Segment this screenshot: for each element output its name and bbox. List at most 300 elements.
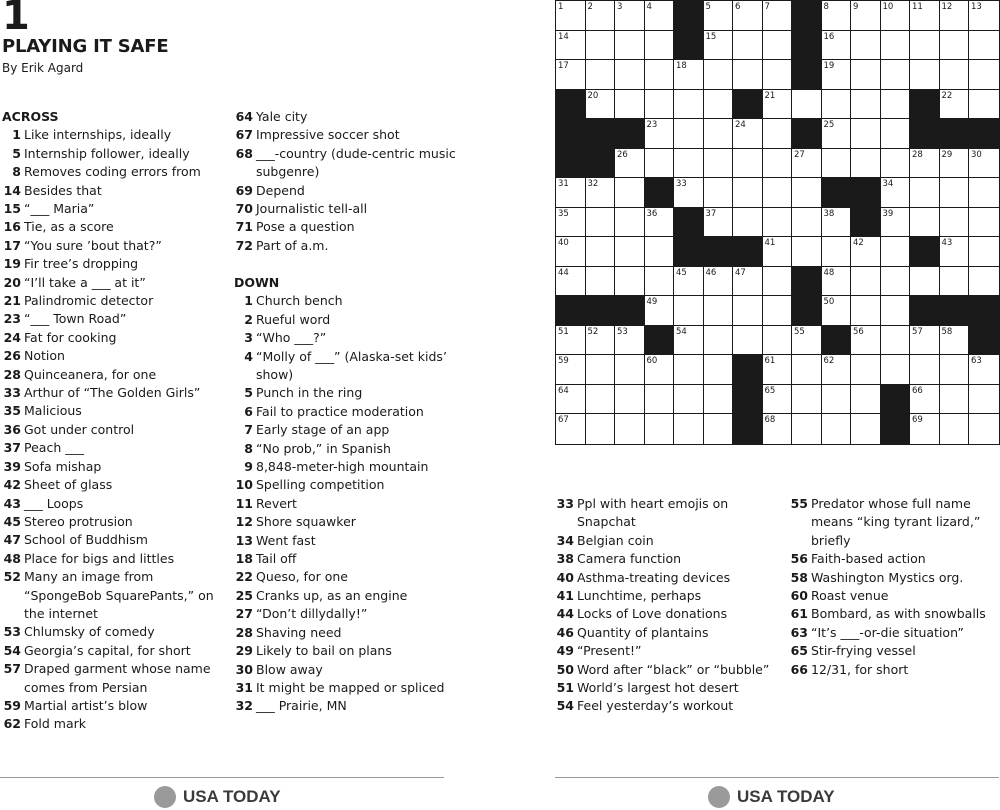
cell-number: 14 (558, 31, 569, 42)
across-clue[interactable] (2, 660, 224, 697)
grid-cell[interactable] (704, 326, 734, 356)
down-clue[interactable] (555, 697, 780, 715)
grid-cell[interactable] (881, 267, 911, 297)
grid-cell[interactable] (615, 178, 645, 208)
grid-cell[interactable] (645, 1, 675, 31)
grid-cell[interactable] (733, 208, 763, 238)
grid-cell[interactable] (940, 1, 970, 31)
clue-text: Tail off (256, 551, 297, 567)
down-clue[interactable] (234, 697, 459, 715)
grid-cell[interactable] (822, 414, 852, 444)
grid-cell[interactable] (645, 149, 675, 179)
grid-cell[interactable] (674, 90, 704, 120)
cell-number: 22 (941, 90, 953, 101)
grid-cell[interactable] (556, 414, 586, 444)
grid-cell[interactable] (674, 149, 704, 179)
cell-number: 26 (617, 149, 628, 160)
grid-cell[interactable] (910, 326, 940, 356)
grid-cell[interactable] (822, 90, 852, 120)
across-clue[interactable] (2, 642, 224, 660)
grid-cell[interactable] (940, 90, 970, 120)
grid-cell[interactable] (615, 90, 645, 120)
across-clue[interactable] (2, 145, 224, 163)
clue-text: Part of a.m. (256, 237, 329, 253)
grid-cell[interactable] (940, 60, 970, 90)
grid-cell[interactable] (969, 31, 999, 61)
grid-cell[interactable] (763, 31, 793, 61)
grid-cell[interactable] (763, 296, 793, 326)
grid-cell[interactable] (763, 178, 793, 208)
grid-cell[interactable] (645, 119, 675, 149)
grid-cell[interactable] (763, 149, 793, 179)
grid-cell[interactable] (556, 237, 586, 267)
clue-number: 22 (235, 569, 253, 585)
grid-cell[interactable] (733, 1, 763, 31)
grid-cell[interactable] (615, 1, 645, 31)
grid-cell[interactable] (851, 119, 881, 149)
grid-cell[interactable] (881, 208, 911, 238)
clue-number: 45 (3, 513, 21, 529)
grid-cell[interactable] (851, 31, 881, 61)
down-clue[interactable] (234, 292, 459, 310)
grid-cell[interactable] (674, 178, 704, 208)
grid-cell[interactable] (881, 119, 911, 149)
grid-cell[interactable] (763, 90, 793, 120)
grid-cell[interactable] (822, 119, 852, 149)
grid-cell[interactable] (910, 208, 940, 238)
down-clue[interactable] (234, 642, 459, 660)
clue-number: 6 (244, 403, 253, 419)
grid-cell[interactable] (704, 90, 734, 120)
grid-cell[interactable] (822, 267, 852, 297)
cell-number: 41 (764, 238, 776, 248)
down-clue[interactable] (555, 661, 780, 679)
down-clue[interactable] (555, 532, 780, 550)
grid-cell[interactable] (586, 60, 616, 90)
grid-cell[interactable] (586, 208, 616, 238)
down-clue[interactable] (555, 587, 780, 605)
grid-cell[interactable] (674, 355, 704, 385)
down-clue[interactable] (555, 605, 780, 623)
grid-cell[interactable] (586, 414, 616, 444)
down-clue[interactable] (555, 679, 780, 697)
grid-cell[interactable] (851, 355, 881, 385)
grid-cell[interactable] (704, 31, 734, 61)
grid-cell[interactable] (586, 31, 616, 61)
across-clue[interactable] (2, 218, 224, 236)
grid-cell[interactable] (881, 90, 911, 120)
grid-cell[interactable] (792, 385, 822, 415)
clue-text: “___ Maria” (24, 201, 95, 217)
grid-cell[interactable] (763, 1, 793, 31)
down-clue[interactable] (234, 458, 459, 476)
clue-text: “You sure ’bout that?” (24, 237, 162, 253)
grid-cell[interactable] (615, 355, 645, 385)
across-clue[interactable] (234, 200, 459, 218)
across-clue[interactable] (2, 458, 224, 476)
grid-cell[interactable] (645, 355, 675, 385)
grid-cell[interactable] (822, 237, 852, 267)
grid-cell[interactable] (615, 60, 645, 90)
grid-cell[interactable] (556, 355, 586, 385)
grid-cell[interactable] (881, 1, 911, 31)
grid-cell[interactable] (733, 296, 763, 326)
across-clue[interactable] (2, 310, 224, 328)
down-clue[interactable] (789, 661, 998, 679)
across-clue[interactable] (2, 715, 224, 733)
grid-cell[interactable] (733, 178, 763, 208)
grid-cell[interactable] (822, 31, 852, 61)
grid-cell[interactable] (910, 178, 940, 208)
down-clue[interactable] (789, 624, 998, 642)
clue-text: Arthur of “The Golden Girls” (24, 385, 201, 401)
down-clue[interactable] (234, 587, 459, 605)
grid-cell[interactable] (851, 267, 881, 297)
grid-cell[interactable] (645, 414, 675, 444)
grid-cell[interactable] (792, 90, 822, 120)
grid-cell[interactable] (763, 385, 793, 415)
cell-number: 48 (823, 267, 835, 278)
across-clue[interactable] (2, 200, 224, 218)
across-clue[interactable] (2, 439, 224, 457)
down-clues-column-3 (789, 495, 998, 679)
grid-cell[interactable] (733, 326, 763, 356)
grid-cell[interactable] (556, 178, 586, 208)
grid-cell[interactable] (586, 178, 616, 208)
grid-cell[interactable] (969, 237, 999, 267)
grid-cell[interactable] (674, 60, 704, 90)
grid-cell[interactable] (586, 1, 616, 31)
across-clue[interactable] (2, 126, 224, 144)
grid-cell[interactable] (940, 208, 970, 238)
grid-cell[interactable] (704, 178, 734, 208)
across-clue[interactable] (234, 126, 459, 144)
grid-cell[interactable] (969, 1, 999, 31)
grid-cell[interactable] (881, 237, 911, 267)
down-clue[interactable] (234, 495, 459, 513)
grid-cell[interactable] (556, 326, 586, 356)
cell-number: 15 (705, 31, 717, 42)
grid-cell[interactable] (645, 385, 675, 415)
down-clue[interactable] (234, 403, 459, 421)
clue-text: Journalistic tell-all (256, 201, 368, 217)
grid-cell[interactable] (851, 1, 881, 31)
across-clue[interactable] (2, 329, 224, 347)
grid-cell[interactable] (763, 267, 793, 297)
clue-text: Fir tree’s dropping (24, 256, 139, 272)
grid-cell[interactable] (822, 149, 852, 179)
down-clue[interactable] (789, 550, 998, 568)
grid-cell[interactable] (586, 355, 616, 385)
down-clue[interactable] (234, 550, 459, 568)
grid-cell[interactable] (763, 119, 793, 149)
grid-cell[interactable] (615, 385, 645, 415)
down-clue[interactable] (789, 587, 998, 605)
grid-block (733, 237, 763, 267)
grid-cell[interactable] (851, 414, 881, 444)
grid-cell[interactable] (792, 149, 822, 179)
grid-cell[interactable] (881, 296, 911, 326)
across-clue[interactable] (234, 237, 459, 255)
grid-cell[interactable] (556, 208, 586, 238)
across-clue[interactable] (2, 568, 224, 623)
down-clue[interactable] (789, 569, 998, 587)
down-clue[interactable] (234, 311, 459, 329)
clue-number: 70 (235, 201, 253, 217)
grid-cell[interactable] (940, 178, 970, 208)
grid-cell[interactable] (556, 1, 586, 31)
grid-block (792, 267, 822, 297)
grid-cell[interactable] (704, 296, 734, 326)
across-clue[interactable] (2, 402, 224, 420)
across-clue[interactable] (2, 550, 224, 568)
grid-cell[interactable] (881, 326, 911, 356)
across-clue[interactable] (2, 163, 224, 181)
across-clue[interactable] (2, 366, 224, 384)
down-clue[interactable] (555, 642, 780, 660)
grid-cell[interactable] (969, 267, 999, 297)
grid-cell[interactable] (940, 385, 970, 415)
grid-cell[interactable] (940, 414, 970, 444)
clue-number: 8 (12, 164, 21, 180)
down-clue[interactable] (234, 679, 459, 697)
grid-cell[interactable] (704, 267, 734, 297)
grid-cell[interactable] (881, 149, 911, 179)
across-clue[interactable] (234, 182, 459, 200)
grid-cell[interactable] (674, 267, 704, 297)
cell-number: 4 (646, 2, 652, 12)
grid-cell[interactable] (851, 296, 881, 326)
across-clue[interactable] (2, 274, 224, 292)
grid-cell[interactable] (586, 326, 616, 356)
grid-cell[interactable] (910, 31, 940, 61)
grid-cell[interactable] (851, 90, 881, 120)
grid-cell[interactable] (615, 208, 645, 238)
clue-text: Church bench (256, 293, 343, 309)
across-clue[interactable] (2, 531, 224, 549)
grid-cell[interactable] (792, 237, 822, 267)
grid-cell[interactable] (615, 237, 645, 267)
footer-divider-right (555, 777, 999, 778)
grid-cell[interactable] (851, 60, 881, 90)
grid-cell[interactable] (704, 60, 734, 90)
across-clue[interactable] (2, 384, 224, 402)
grid-cell[interactable] (822, 60, 852, 90)
grid-cell[interactable] (822, 1, 852, 31)
grid-cell[interactable] (822, 296, 852, 326)
grid-cell[interactable] (969, 355, 999, 385)
grid-cell[interactable] (969, 414, 999, 444)
grid-block (851, 208, 881, 238)
grid-cell[interactable] (792, 208, 822, 238)
clue-number: 12 (235, 514, 253, 530)
grid-cell[interactable] (704, 1, 734, 31)
across-clue[interactable] (2, 421, 224, 439)
grid-cell[interactable] (645, 267, 675, 297)
down-clue[interactable] (234, 421, 459, 439)
grid-cell[interactable] (586, 90, 616, 120)
grid-cell[interactable] (645, 31, 675, 61)
grid-cell[interactable] (881, 60, 911, 90)
down-clue[interactable] (234, 532, 459, 550)
grid-cell[interactable] (733, 119, 763, 149)
grid-cell[interactable] (615, 414, 645, 444)
grid-cell[interactable] (674, 385, 704, 415)
down-clue[interactable] (234, 440, 459, 458)
across-clue[interactable] (2, 513, 224, 531)
grid-cell[interactable] (940, 326, 970, 356)
grid-cell[interactable] (940, 31, 970, 61)
down-clue[interactable] (234, 476, 459, 494)
grid-cell[interactable] (704, 355, 734, 385)
grid-cell[interactable] (733, 267, 763, 297)
grid-cell[interactable] (940, 237, 970, 267)
grid-cell[interactable] (822, 385, 852, 415)
grid-cell[interactable] (851, 326, 881, 356)
grid-cell[interactable] (615, 149, 645, 179)
clue-text: Sofa mishap (24, 458, 102, 474)
grid-cell[interactable] (556, 385, 586, 415)
grid-cell[interactable] (733, 60, 763, 90)
clue-number: 62 (3, 716, 21, 732)
grid-cell[interactable] (881, 355, 911, 385)
grid-cell[interactable] (556, 31, 586, 61)
grid-cell[interactable] (704, 208, 734, 238)
grid-cell[interactable] (674, 326, 704, 356)
grid-cell[interactable] (674, 414, 704, 444)
grid-cell[interactable] (969, 60, 999, 90)
grid-cell[interactable] (881, 178, 911, 208)
across-clue[interactable] (2, 476, 224, 494)
grid-cell[interactable] (615, 326, 645, 356)
usa-today-logo-icon (708, 786, 730, 808)
grid-cell[interactable] (881, 31, 911, 61)
down-clue[interactable] (234, 384, 459, 402)
grid-cell[interactable] (851, 237, 881, 267)
grid-cell[interactable] (763, 208, 793, 238)
grid-cell[interactable] (940, 355, 970, 385)
down-clue[interactable] (555, 495, 780, 532)
grid-cell[interactable] (645, 60, 675, 90)
down-clue[interactable] (234, 513, 459, 531)
grid-cell[interactable] (969, 385, 999, 415)
grid-cell[interactable] (910, 267, 940, 297)
across-clue[interactable] (234, 218, 459, 236)
cell-number: 8 (823, 2, 829, 12)
down-clue[interactable] (234, 624, 459, 642)
grid-cell[interactable] (910, 414, 940, 444)
clue-text: Early stage of an app (256, 422, 390, 438)
grid-cell[interactable] (940, 149, 970, 179)
grid-cell[interactable] (822, 355, 852, 385)
down-clue[interactable] (789, 605, 998, 623)
grid-cell[interactable] (851, 149, 881, 179)
grid-cell[interactable] (674, 296, 704, 326)
grid-cell[interactable] (556, 267, 586, 297)
grid-cell[interactable] (645, 90, 675, 120)
down-clue[interactable] (234, 568, 459, 586)
grid-cell[interactable] (792, 355, 822, 385)
grid-cell[interactable] (792, 178, 822, 208)
down-clue[interactable] (555, 550, 780, 568)
down-clues-column-1 (234, 274, 459, 716)
down-clue[interactable] (555, 624, 780, 642)
grid-cell[interactable] (704, 119, 734, 149)
grid-cell[interactable] (910, 385, 940, 415)
grid-cell[interactable] (586, 237, 616, 267)
clue-number: 50 (556, 661, 574, 677)
grid-cell[interactable] (556, 60, 586, 90)
clue-number: 9 (244, 459, 253, 475)
down-clue[interactable] (555, 569, 780, 587)
grid-cell[interactable] (851, 385, 881, 415)
grid-cell[interactable] (969, 90, 999, 120)
grid-cell[interactable] (792, 414, 822, 444)
across-clue[interactable] (2, 623, 224, 641)
grid-cell[interactable] (704, 149, 734, 179)
grid-cell[interactable] (674, 119, 704, 149)
grid-cell[interactable] (645, 237, 675, 267)
grid-cell[interactable] (763, 355, 793, 385)
grid-cell[interactable] (645, 296, 675, 326)
grid-cell[interactable] (910, 355, 940, 385)
across-clue[interactable] (2, 255, 224, 273)
grid-cell[interactable] (763, 60, 793, 90)
across-clue[interactable] (2, 182, 224, 200)
crossword-grid[interactable] (555, 0, 1000, 445)
across-clue[interactable] (2, 347, 224, 365)
grid-block (910, 296, 940, 326)
grid-cell[interactable] (763, 326, 793, 356)
grid-cell[interactable] (586, 267, 616, 297)
grid-cell[interactable] (969, 208, 999, 238)
across-clue[interactable] (2, 237, 224, 255)
grid-cell[interactable] (586, 385, 616, 415)
down-clue[interactable] (789, 642, 998, 660)
grid-cell[interactable] (733, 149, 763, 179)
grid-cell[interactable] (940, 267, 970, 297)
grid-cell[interactable] (792, 326, 822, 356)
down-clue[interactable] (234, 605, 459, 623)
grid-cell[interactable] (615, 267, 645, 297)
down-clue[interactable] (234, 329, 459, 347)
grid-cell[interactable] (763, 237, 793, 267)
grid-cell[interactable] (645, 208, 675, 238)
clue-text: Revert (256, 495, 297, 511)
grid-cell[interactable] (969, 178, 999, 208)
clue-text: Fold mark (24, 716, 86, 732)
grid-cell[interactable] (910, 60, 940, 90)
grid-cell[interactable] (969, 149, 999, 179)
grid-cell[interactable] (763, 414, 793, 444)
cell-number: 6 (735, 2, 741, 12)
down-clue[interactable] (234, 348, 459, 385)
down-clue[interactable] (234, 661, 459, 679)
grid-cell[interactable] (733, 31, 763, 61)
grid-cell[interactable] (704, 385, 734, 415)
across-clue[interactable] (2, 292, 224, 310)
across-clue[interactable] (2, 495, 224, 513)
across-clue[interactable] (234, 145, 459, 182)
grid-cell[interactable] (910, 1, 940, 31)
down-clue[interactable] (789, 495, 998, 550)
grid-cell[interactable] (822, 208, 852, 238)
grid-cell[interactable] (910, 149, 940, 179)
grid-cell[interactable] (615, 31, 645, 61)
across-clue[interactable] (2, 697, 224, 715)
across-clue[interactable] (234, 108, 459, 126)
grid-cell[interactable] (704, 414, 734, 444)
